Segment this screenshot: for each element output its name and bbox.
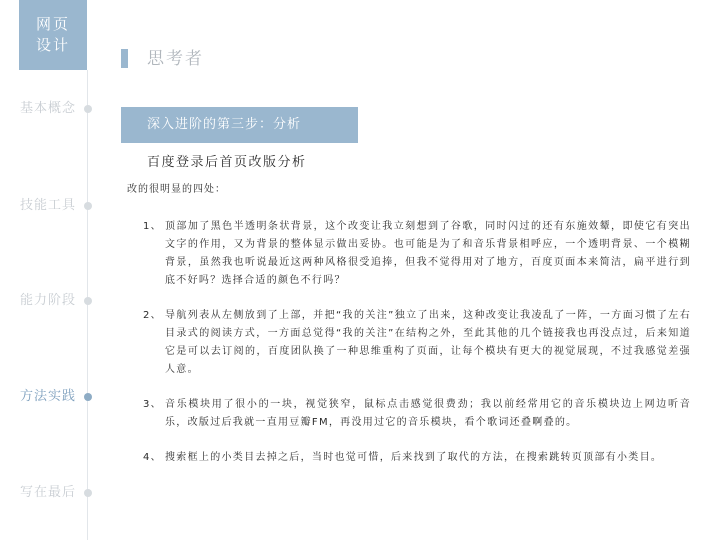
list-item — [143, 307, 691, 379]
list-item-text: 顶部加了黑色半透明条状背景，这个改变让我立刻想到了谷歌，同时闪过的还有东施效颦，即使它有突出文字的作用，又为背景的整体显示做出妥协。也可能是为了和音乐背景相呼应，一个透明背景、一个模糊背景，虽然我也听说最近这两种风格很受追捧，但我不觉得用对了地方，百度页面本来简洁，扁平进行到底不好吗？选择合适的颜色不行吗？ — [165, 221, 691, 286]
list-item-text: 搜索框上的小类目去掉之后，当时也觉可惜，后来找到了取代的方法，在搜索跳转页顶部有小类目。 — [165, 452, 663, 463]
list-item — [143, 218, 691, 290]
list-item-number: 3、 — [143, 399, 162, 410]
nav-item-label: 写在最后 — [19, 485, 76, 500]
nav-item-final-words[interactable] — [0, 483, 92, 503]
section-title: 思考者 — [147, 49, 204, 69]
document-title: 百度登录后首页改版分析 — [147, 155, 307, 170]
section-marker — [121, 49, 128, 68]
document-intro: 改的很明显的四处： — [127, 184, 226, 195]
nav-dot-icon — [84, 105, 92, 113]
list-item-number: 2、 — [143, 310, 162, 321]
logo-block — [19, 0, 87, 70]
nav-item-basic-concepts[interactable] — [0, 99, 92, 119]
list-item — [143, 449, 691, 467]
logo-line-2: 设计 — [35, 36, 70, 54]
nav-item-method-practice[interactable] — [0, 387, 92, 407]
nav-item-ability-stages[interactable] — [0, 291, 92, 311]
list-item-number: 4、 — [143, 452, 162, 463]
step-banner: 深入进阶的第三步：分析 — [121, 107, 358, 143]
list-item — [143, 396, 691, 432]
nav-item-label: 能力阶段 — [19, 293, 76, 308]
nav-item-skills-tools[interactable] — [0, 196, 92, 216]
list-item-text: 导航列表从左侧放到了上部，并把“我的关注”独立了出来，这种改变让我凌乱了一阵，一方面习惯了左右目录式的阅读方式，一方面总觉得“我的关注”在结构之外，至此其他的几个链接我也再没点过，后来知道它是可以去订阅的，百度团队换了一种思维重构了页面，让每个模块有更大的视觉展现，不过我感觉差强人意。 — [165, 310, 691, 375]
nav-dot-icon — [84, 393, 92, 401]
nav-item-label: 基本概念 — [19, 101, 76, 116]
logo-line-1: 网页 — [35, 15, 70, 33]
list-item-number: 1、 — [143, 221, 162, 232]
nav-item-label: 方法实践 — [19, 389, 76, 404]
points-list — [143, 218, 691, 484]
nav-dot-icon — [84, 489, 92, 497]
nav-item-label: 技能工具 — [19, 198, 76, 213]
list-item-text: 音乐模块用了很小的一块，视觉狭窄，鼠标点击感觉很费劲；我以前经常用它的音乐模块边上网边听音乐，改版过后我就一直用豆瓣FM，再没用过它的音乐模块，看个歌词还叠啊叠的。 — [165, 399, 691, 428]
nav-dot-icon — [84, 202, 92, 210]
nav-dot-icon — [84, 297, 92, 305]
